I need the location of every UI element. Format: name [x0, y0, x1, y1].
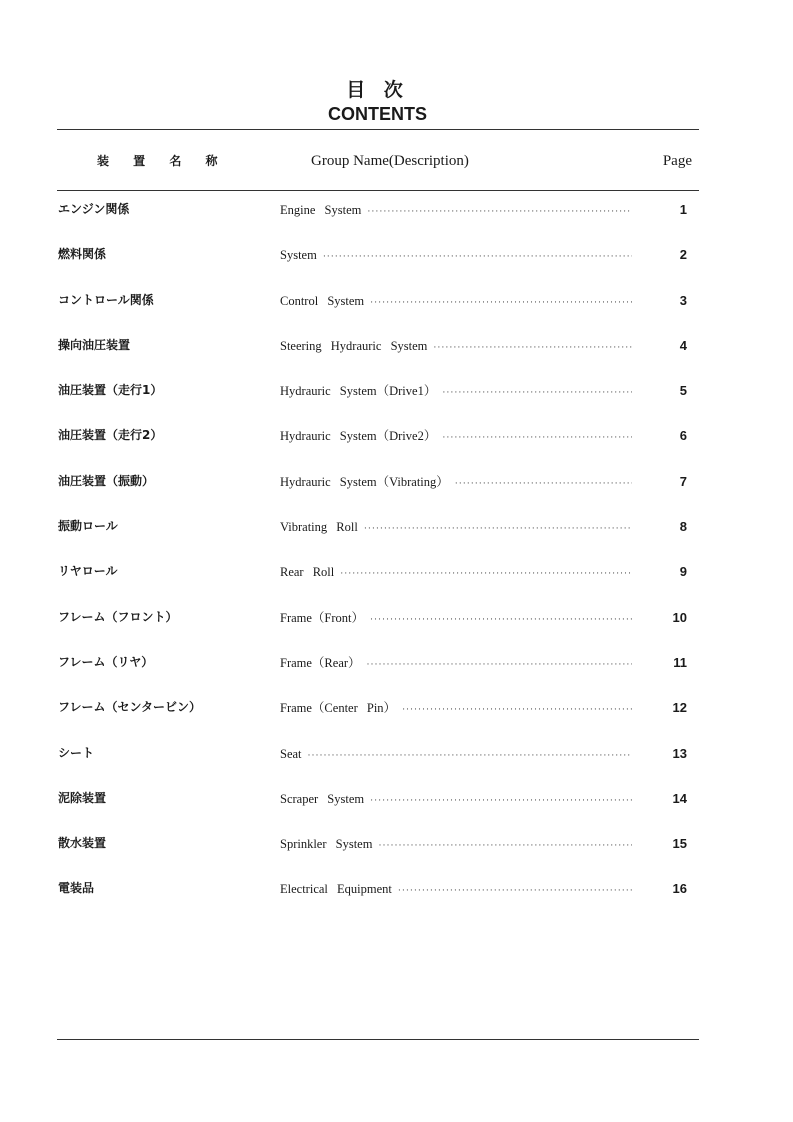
- entry-description-text: Frame（Front）: [280, 610, 365, 625]
- entry-page-number: 13: [672, 745, 687, 761]
- dot-leader: [455, 473, 632, 493]
- dot-leader: [370, 790, 632, 810]
- entry-description-text: Engine System: [280, 203, 362, 217]
- entry-description: [280, 245, 632, 266]
- column-header-group-name: Group Name(Description): [311, 153, 469, 169]
- dot-leader: [370, 609, 632, 629]
- entry-description-text: Steering Hydrauric System: [280, 338, 428, 353]
- entry-japanese-name: フレーム（リヤ）: [58, 654, 154, 669]
- contents-row[interactable]: [0, 380, 793, 425]
- bottom-divider: [57, 1039, 699, 1040]
- entry-japanese-name: 電装品: [58, 881, 95, 896]
- entry-description-text: Rear Roll: [280, 565, 335, 580]
- entry-japanese-name: 燃料関係: [58, 247, 107, 262]
- entry-description: [280, 200, 632, 221]
- entry-page-number: 11: [673, 654, 687, 670]
- entry-description: [280, 608, 632, 629]
- entry-japanese-name: 油圧装置（走行2）: [58, 428, 163, 443]
- entry-japanese-name: 散水装置: [58, 836, 107, 851]
- entry-description-text: Frame（Rear）: [280, 655, 361, 670]
- entry-description: [280, 472, 632, 493]
- entry-japanese-name: フレーム（フロント）: [58, 609, 178, 624]
- contents-row[interactable]: [0, 561, 793, 606]
- page-title: CONTENTS: [328, 104, 427, 124]
- column-header-page: Page: [662, 153, 692, 169]
- entry-page-number: 12: [672, 700, 687, 716]
- dot-leader: [364, 518, 632, 538]
- entry-description-text: Electrical Equipment: [280, 882, 392, 897]
- header-divider: [57, 190, 699, 191]
- entry-page-number: 5: [679, 383, 687, 399]
- entry-japanese-name: リヤロール: [58, 564, 118, 579]
- contents-row[interactable]: [0, 471, 793, 516]
- entry-description-text: Scraper System: [280, 791, 365, 806]
- entry-description: [280, 291, 632, 312]
- entry-japanese-name: シート: [58, 745, 95, 760]
- entry-description-text: Seat: [280, 746, 302, 761]
- column-header-japanese-name: 装 置 名 称: [97, 154, 228, 168]
- entry-page-number: 14: [672, 790, 687, 806]
- dot-leader: [370, 292, 632, 312]
- entry-page-number: 3: [679, 292, 687, 308]
- entry-description-text: Hydrauric System（Drive1）: [280, 384, 437, 399]
- entry-japanese-name: 油圧装置（走行1）: [58, 383, 163, 398]
- entry-page-number: 8: [679, 519, 687, 535]
- entry-page-number: 2: [679, 247, 687, 263]
- contents-list: [0, 199, 793, 924]
- entry-page-number: 10: [672, 609, 687, 625]
- entry-page-number: 4: [679, 337, 687, 353]
- dot-leader: [378, 835, 632, 855]
- dot-leader: [433, 337, 632, 357]
- entry-description: [280, 698, 632, 719]
- entry-page-number: 1: [679, 202, 687, 217]
- entry-description: [280, 653, 632, 674]
- entry-description: [280, 879, 632, 900]
- entry-description: [280, 834, 632, 855]
- entry-description-text: System: [280, 248, 317, 263]
- entry-japanese-name: コントロール関係: [58, 292, 154, 307]
- entry-japanese-name: 振動ロール: [58, 519, 118, 534]
- contents-row[interactable]: [0, 652, 793, 697]
- contents-row[interactable]: [0, 290, 793, 335]
- contents-row[interactable]: [0, 425, 793, 470]
- entry-description: [280, 562, 632, 583]
- contents-row[interactable]: [0, 199, 793, 244]
- contents-row[interactable]: [0, 335, 793, 380]
- entry-description: [280, 336, 632, 357]
- entry-description-text: Hydrauric System（Vibrating）: [280, 474, 449, 489]
- entry-page-number: 7: [679, 473, 687, 489]
- contents-row[interactable]: [0, 743, 793, 788]
- entry-page-number: 15: [672, 836, 687, 852]
- entry-japanese-name: 泥除装置: [58, 790, 107, 805]
- entry-description: [280, 517, 632, 538]
- entry-japanese-name: エンジン関係: [58, 202, 130, 216]
- contents-row[interactable]: [0, 516, 793, 561]
- dot-leader: [367, 201, 632, 221]
- contents-row[interactable]: [0, 788, 793, 833]
- entry-description: [280, 744, 632, 765]
- entry-japanese-name: 油圧装置（振動）: [58, 473, 155, 488]
- dot-leader: [323, 246, 632, 266]
- entry-japanese-name: フレーム（センタービン）: [58, 700, 202, 715]
- entry-page-number: 6: [679, 428, 687, 444]
- contents-row[interactable]: [0, 607, 793, 652]
- contents-row[interactable]: [0, 697, 793, 742]
- dot-leader: [402, 699, 632, 719]
- entry-description-text: Control System: [280, 293, 365, 308]
- entry-japanese-name: 操向油圧装置: [58, 337, 131, 352]
- entry-description-text: Sprinkler System: [280, 837, 373, 852]
- dot-leader: [308, 745, 632, 765]
- entry-description-text: Vibrating Roll: [280, 520, 358, 535]
- top-divider: [57, 129, 699, 130]
- entry-description-text: Frame（Center Pin）: [280, 701, 397, 716]
- dot-leader: [442, 427, 632, 447]
- dot-leader: [340, 563, 632, 583]
- entry-description-text: Hydrauric System（Drive2）: [280, 429, 437, 444]
- entry-description: [280, 426, 632, 447]
- entry-description: [280, 789, 632, 810]
- page-title-japanese: 目 次: [346, 79, 409, 101]
- dot-leader: [442, 382, 632, 402]
- entry-description: [280, 381, 632, 402]
- contents-row[interactable]: [0, 833, 793, 878]
- dot-leader: [367, 654, 632, 674]
- contents-row[interactable]: [0, 244, 793, 289]
- entry-page-number: 9: [679, 564, 687, 580]
- entry-page-number: 16: [672, 881, 687, 897]
- dot-leader: [398, 880, 632, 900]
- contents-row[interactable]: [0, 878, 793, 923]
